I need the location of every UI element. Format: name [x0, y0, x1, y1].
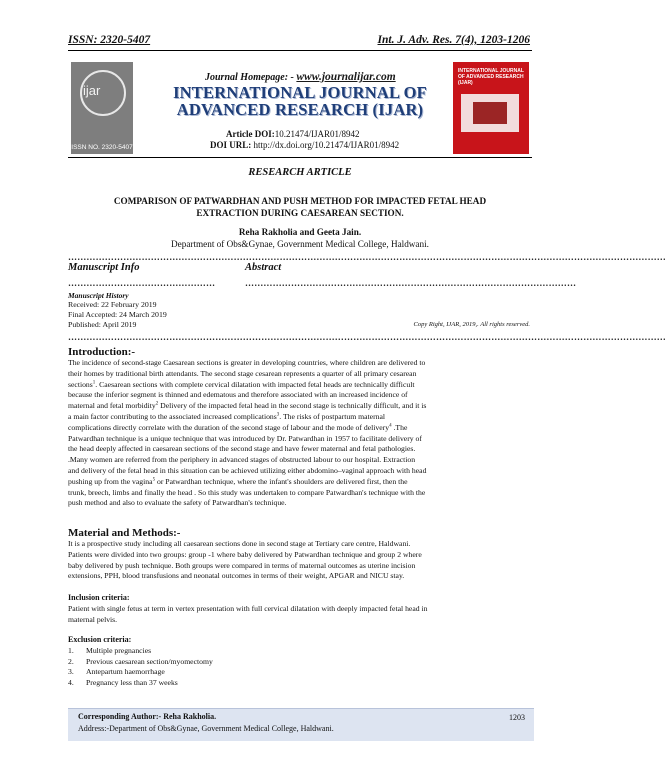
homepage-link[interactable]: www.journalijar.com — [296, 71, 396, 83]
citation-ref: 3 — [276, 412, 280, 418]
authors: Reha Rakholia and Geeta Jain. — [238, 227, 362, 237]
text-line: trunk, breech, limbs and finally the head . So this study was undertaken to compare Patwardhan's technique with the — [68, 487, 426, 497]
journal-title-line2: ADVANCED RESEARCH (IJAR) — [176, 100, 424, 119]
exclusion-heading: Exclusion criteria: — [68, 635, 132, 644]
text-line: The incidence of second-stage Caesarean sections is greater in developing countries, where children are delivered to — [68, 358, 426, 367]
journal-logo — [71, 62, 133, 154]
citation-ref: 1 — [92, 380, 96, 386]
text-line: extensions, PPH, blood transfusions and neonatal outcomes in terms of their weight, APGAR and NICU stay. — [68, 571, 405, 581]
affiliation: Department of Obs&Gynae, Government Medical College, Haldwani. — [171, 239, 429, 249]
text-line: a main factor contributing to the associated increased complications$^3$. The risks of postpartum maternal — [68, 411, 386, 421]
citation-ref: 2 — [155, 401, 159, 407]
logo-issn: ISSN NO. 2320-5407 — [71, 144, 133, 151]
cover-title: INTERNATIONAL JOURNAL OF ADVANCED RESEARCH (IJAR) — [458, 68, 524, 86]
manuscript-history-heading: Manuscript History — [68, 291, 129, 300]
dotted-divider: ………………………………………… — [68, 278, 216, 288]
citation-ref: 4 — [389, 423, 392, 429]
text-line: and delivery of the fetal head in this situation can be achieved utilizing either abdomino–vaginal approach with head — [68, 465, 427, 475]
methods-paragraph — [68, 539, 532, 582]
journal-title-line1: INTERNATIONAL JOURNAL OF — [173, 83, 427, 102]
paper-title-line2: EXTRACTION DURING CAESAREAN SECTION. — [196, 208, 404, 218]
received-date: Received: 22 February 2019 — [68, 300, 157, 309]
text-line: pushing up from the vagina$^5$ or Patwardhan technique, where the infant's shoulders are delivered first, then the — [68, 476, 408, 486]
text-line: Patients were divided into two groups: group -1 where baby delivered by Patwardhan technique and group 2 where — [68, 549, 422, 559]
text-line: push method and also to evaluate the safety of Patwardhan's technique. — [68, 498, 287, 508]
inclusion-heading: Inclusion criteria: — [68, 593, 130, 602]
masthead-rule — [68, 157, 532, 158]
list-item: 4. Pregnancy less than 37 weeks — [68, 677, 178, 687]
author-address: Address:-Department of Obs&Gynae, Government Medical College, Haldwani. — [78, 724, 334, 733]
text-line: complications directly correlate with the duration of the second stage of labour and the mode of delivery$^4$ .The — [68, 422, 408, 432]
doi-block — [210, 129, 399, 151]
methods-heading: Material and Methods:- — [68, 527, 181, 539]
doi-url-label: DOI URL: — [210, 140, 252, 150]
text-line: the head deeply affected in caesarean sections of the second stage and have fewer maternal and fetal pathologies. — [68, 444, 416, 454]
journal-title — [150, 84, 450, 118]
article-doi: 10.21474/IJAR01/8942 — [274, 129, 360, 139]
journal-cover-image — [453, 62, 529, 154]
text-line: maternal and fetal morbidity$^2$ Delivery of the impacted fetal head in the second stage is technically difficult, and it is — [68, 401, 427, 411]
abstract-heading: Abstract — [245, 262, 282, 273]
article-doi-label: Article DOI: — [226, 129, 275, 139]
text-line: sections$^1$. Caesarean sections with complete cervical dilatation with impacted fetal heads are technically difficult — [68, 379, 415, 389]
dotted-divider: …………………………………………………………………………………………………………………………………………………………………………… — [68, 252, 666, 262]
inclusion-paragraph — [68, 604, 532, 626]
accepted-date: Final Accepted: 24 March 2019 — [68, 310, 167, 319]
text-line: It is a prospective study including all caesarean sections done in second stage at Tertiary care centre, Haldwani. — [68, 539, 411, 548]
cover-graphic-inner — [473, 102, 507, 124]
text-line: Patwardhan technique is a unique technique that was introduced by Dr. Patwardhan in 1957 to facilitate delivery of — [68, 433, 422, 443]
article-type: RESEARCH ARTICLE — [248, 167, 352, 178]
dotted-divider: …………………………………………………………………………………………………………………………………………………………………………… — [68, 332, 666, 342]
corresponding-author: Corresponding Author:- Reha Rakholia. — [78, 712, 217, 721]
introduction-heading: Introduction:- — [68, 346, 136, 358]
journal-citation: Int. J. Adv. Res. 7(4), 1203-1206 — [377, 34, 530, 46]
paper-title — [110, 195, 490, 219]
copyright: Copy Right, IJAR, 2019,. All rights reserved. — [413, 321, 530, 328]
text-line: Patient with single fetus at term in vertex presentation with full cervical dilatation with deeply impacted fetal head in — [68, 604, 428, 613]
text-line: baby delivered by push technique. Both groups were compared in terms of maternal outcomes as uterine incision — [68, 560, 416, 570]
exclusion-list — [68, 646, 213, 688]
dotted-divider: ……………………………………………………………………………………………… — [245, 278, 577, 288]
list-item: 1. Multiple pregnancies — [68, 646, 152, 655]
doi-url-link[interactable]: http://dx.doi.org/10.21474/IJAR01/8942 — [253, 140, 400, 150]
page-number: 1203 — [509, 713, 525, 722]
text-line: .Many women are referred from the periphery in advanced stages of obstructed labour to our hospital. Extraction — [68, 455, 416, 465]
list-item: 3. Antepartum haemorrhage — [68, 667, 165, 677]
text-line: maternal pelvis. — [68, 614, 118, 624]
text-line: their homes by traditional birth attendants. The second stage cesarean represents a quarter of all primary cesarean — [68, 368, 417, 378]
corresponding-author-box — [68, 708, 534, 741]
logo-text: ijar — [83, 83, 101, 98]
published-date: Published: April 2019 — [68, 320, 137, 329]
text-line: because the inferior segment is thinned and edematous and therefore associated with an increased incidence of — [68, 390, 408, 400]
journal-homepage — [205, 71, 396, 83]
paper-title-line1: COMPARISON OF PATWARDHAN AND PUSH METHOD FOR IMPACTED FETAL HEAD — [113, 196, 487, 206]
list-item: 2. Previous caesarean section/myomectomy — [68, 656, 213, 666]
header-rule — [68, 50, 532, 51]
introduction-paragraph — [68, 358, 532, 509]
homepage-label: Journal Homepage: - — [205, 72, 294, 83]
issn-header: ISSN: 2320-5407 — [68, 34, 151, 46]
manuscript-info-heading: Manuscript Info — [68, 262, 140, 273]
citation-ref: 5 — [152, 477, 156, 483]
